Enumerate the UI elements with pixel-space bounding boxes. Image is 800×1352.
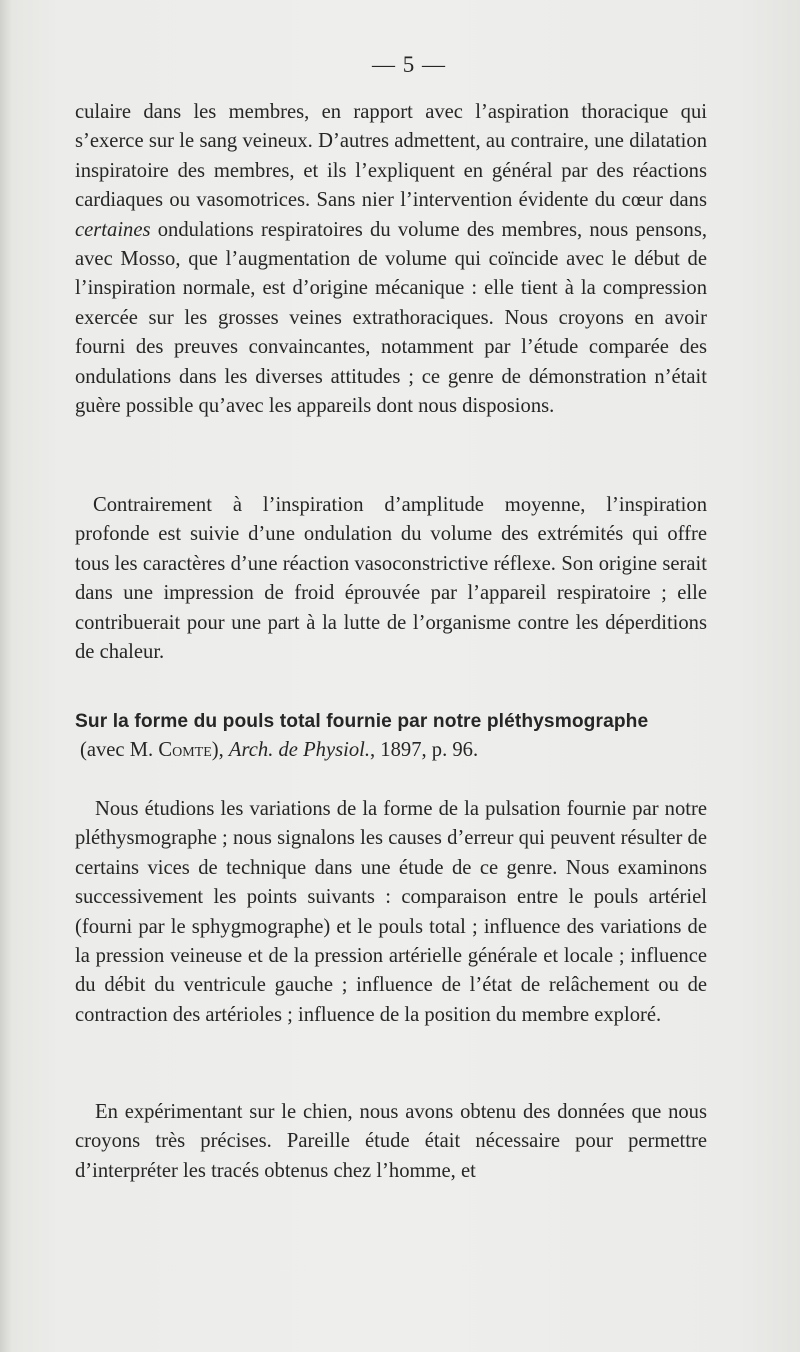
paragraph-1-part-b: ondulations respiratoires du volume des membres, nous pensons, avec Mosso, que l’augmentation de volume qui coïncide avec le début de l’inspiration normale, est d’origine mécanique : elle tient à la compression exercée sur les grosses veines extrathoraciques. Nous croyons en avoir fourni des preuves convaincantes, notamment par l’étude comparée des ondulations dans les diverses attitudes ; ce genre de démonstration n’était guère possible qu’avec les appareils dont nous disposions. [75,218,707,418]
section-citation [80,736,680,765]
paragraph-4-text: En expérimentant sur le chien, nous avons obtenu des données que nous croyons très précises. Pareille étude était nécessaire pour permettre d’interpréter les tracés obtenus chez l’homme, et [75,1101,707,1182]
paragraph-1-part-a: culaire dans les membres, en rapport avec l’aspiration thoracique qui s’exerce sur le sang veineux. D’autres admettent, au contraire, une dilatation inspiratoire des membres, et ils l’expliquent en général par des réactions cardiaques ou vasomotrices. Sans nier l’intervention évidente du cœur dans [75,101,707,212]
section-heading: Sur la forme du pouls total fournie par notre pléthysmographe [75,711,649,732]
citation-mid: ), [211,739,224,761]
paragraph-3 [75,795,707,1030]
paragraph-2 [75,491,707,667]
paragraph-1 [75,98,707,421]
paragraph-1-emphasis: certaines [75,218,151,241]
citation-prefix: (avec M. [80,739,154,761]
citation-author: Comte [158,739,212,761]
paragraph-4 [75,1098,707,1186]
paragraph-3-text: Nous étudions les variations de la forme de la pulsation fournie par notre pléthysmographe ; nous signalons les causes d’erreur qui peuvent résulter de certains vices de technique dans une étude de ce genre. Nous examinons successivement les points suivants : comparaison entre le pouls artériel (fourni par le sphygmographe) et le pouls total ; influence des variations de la pression veineuse et de la pression artérielle générale et locale ; influence du débit du ventricule gauche ; influence de l’état de relâchement ou de contraction des artérioles ; influence de la position du membre exploré. [75,798,707,1026]
page-number: — 5 — [372,52,446,77]
citation-suffix: , 1897, p. 96. [370,739,479,761]
paragraph-1-text [75,98,707,421]
paragraph-2-text: Contrairement à l’inspiration d’amplitude moyenne, l’inspiration profonde est suivie d’une ondulation du volume des extrémités qui offre tous les caractères d’une réaction vasoconstrictive réflexe. Son origine serait dans une impression de froid éprouvée par l’appareil respiratoire ; elle contribuerait pour une part à la lutte de l’organisme contre les déperditions de chaleur. [75,494,707,664]
citation-journal: Arch. de Physiol. [228,739,370,761]
